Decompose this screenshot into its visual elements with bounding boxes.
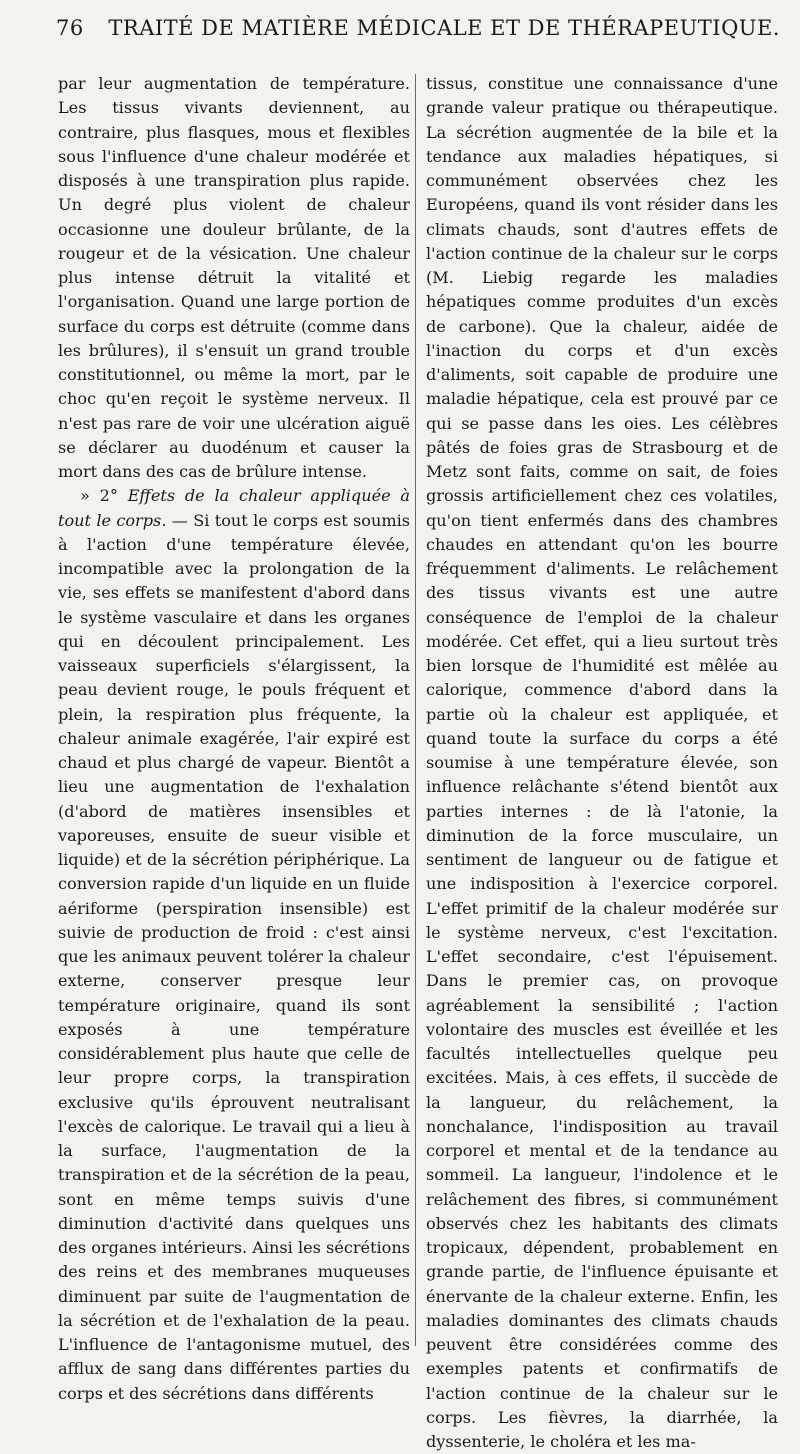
paragraph: tissus, constitue une connaissance d'une grande valeur pratique ou thérapeutique. La sécrétion augmentée de la bile et la tendance aux maladies hépatiques, si communément observées chez les Européens, quand ils vont résider dans les climats chauds, sont d'autres effets de l'action continue de la chaleur sur le corps (M. Liebig regarde les maladies hépatiques comme produites d'un excès de carbone). Que la chaleur, aidée de l'inaction du corps et d'un excès d'aliments, soit capable de produire une maladie hépatique, cela est prouvé par ce qui se passe dans les oies. Les célèbres pâtés de foies gras de Strasbourg et de Metz sont faits, comme on sait, de foies grossis artificiellement chez ces volatiles, qu'on tient enfermés dans des chambres chaudes en attendant qu'on les bourre fréquemment d'aliments. Le relâchement des tissus vivants est une autre conséquence de l'emploi de la chaleur modérée. Cet effet, qui a lieu surtout très bien lorsque de l'humidité est mêlée au calorique, commence d'abord dans la partie où la chaleur est appliquée, et quand toute la surface du corps a été soumise à une température élevée, son influence relâchante s'étend bientôt aux parties internes : de là l'atonie, la diminution de la force musculaire, un sentiment de langueur ou de fatigue et une indisposition à l'exercice corporel. L'effet primitif de la chaleur modérée sur le système nerveux, c'est l'excitation. L'effet secondaire, c'est l'épuisement. Dans le premier cas, on provoque agréablement la sensibilité ; l'action volontaire des muscles est éveillée et les facultés intellectuelles quelque peu excitées. Mais, à ces effets, il succède de la langueur, du relâchement, la nonchalance, l'indisposition au travail corporel et mental et de la tendance au sommeil. La langueur, l'indolence et le relâchement des fibres, si communément observés chez les habitants des climats tropicaux, dépendent, probablement en grande partie, de l'influence épuisante et énervante de la chaleur externe. Enfin, les maladies dominantes des climats chauds peuvent être considérées comme des exemples patents et confirmatifs de l'action continue de la chaleur sur le corps. Les fièvres, la diarrhée, la dyssenterie, le choléra et les ma- — [426, 74, 778, 1451]
page-number: 76 — [56, 16, 84, 40]
running-title: TRAITÉ DE MATIÈRE MÉDICALE ET DE THÉRAPEUTIQUE. — [108, 16, 780, 40]
left-column — [58, 72, 410, 1406]
running-header — [56, 16, 780, 40]
section-marker: » 2° — [80, 486, 118, 506]
paragraph: par leur augmentation de température. Les tissus vivants deviennent, au contraire, plus flasques, mous et flexibles sous l'influence d'une chaleur modérée et disposés à une transpiration plus rapide. Un degré plus violent de chaleur occasionne une douleur brûlante, de la rougeur et de la vésication. Une chaleur plus intense détruit la vitalité et l'organisation. Quand une large portion de surface du corps est détruite (comme dans les brûlures), il s'ensuit un grand trouble constitutionnel, ou même la mort, par le choc qu'en reçoit le système nerveux. Il n'est pas rare de voir une ulcération aiguë se déclarer au duodénum et causer la mort dans des cas de brûlure intense. — [58, 74, 410, 481]
section-title: Effets de la chaleur appliquée à tout le corps. — [58, 486, 411, 530]
right-column — [426, 72, 778, 1454]
paragraph — [58, 484, 410, 1406]
column-divider — [415, 74, 416, 1346]
paragraph-text: — Si tout le corps est soumis à l'action d'une température élevée, incompatible avec la prolongation de la vie, ses effets se manifestent d'abord dans le système vasculaire et dans les organes qui en découlent principalement. Les vaisseaux superficiels s'élargissent, la peau devient rouge, le pouls fréquent et plein, la respiration plus fréquente, la chaleur animale exagérée, l'air expiré est chaud et plus chargé de vapeur. Bientôt a lieu une augmentation de l'exhalation (d'abord de matières insensibles et vaporeuses, ensuite de sueur visible et liquide) et de la sécrétion périphérique. La conversion rapide d'un liquide en un fluide aériforme (perspiration insensible) est suivie de production de froid : c'est ainsi que les animaux peuvent tolérer la chaleur externe, conserver presque leur température originaire, quand ils sont exposés à une température considérablement plus haute que celle de leur propre corps, la transpiration exclusive qu'ils éprouvent neutralisant l'excès de calorique. Le travail qui a lieu à la surface, l'augmentation de la transpiration et de la sécrétion de la peau, sont en même temps suivis d'une diminution d'activité dans quelques uns des organes intérieurs. Ainsi les sécrétions des reins et des membranes muqueuses diminuent par suite de l'augmentation de la sécrétion et de l'exhalation de la peau. L'influence de l'antagonisme mutuel, des afflux de sang dans différentes parties du corps et des sécrétions dans différents — [58, 510, 411, 1403]
